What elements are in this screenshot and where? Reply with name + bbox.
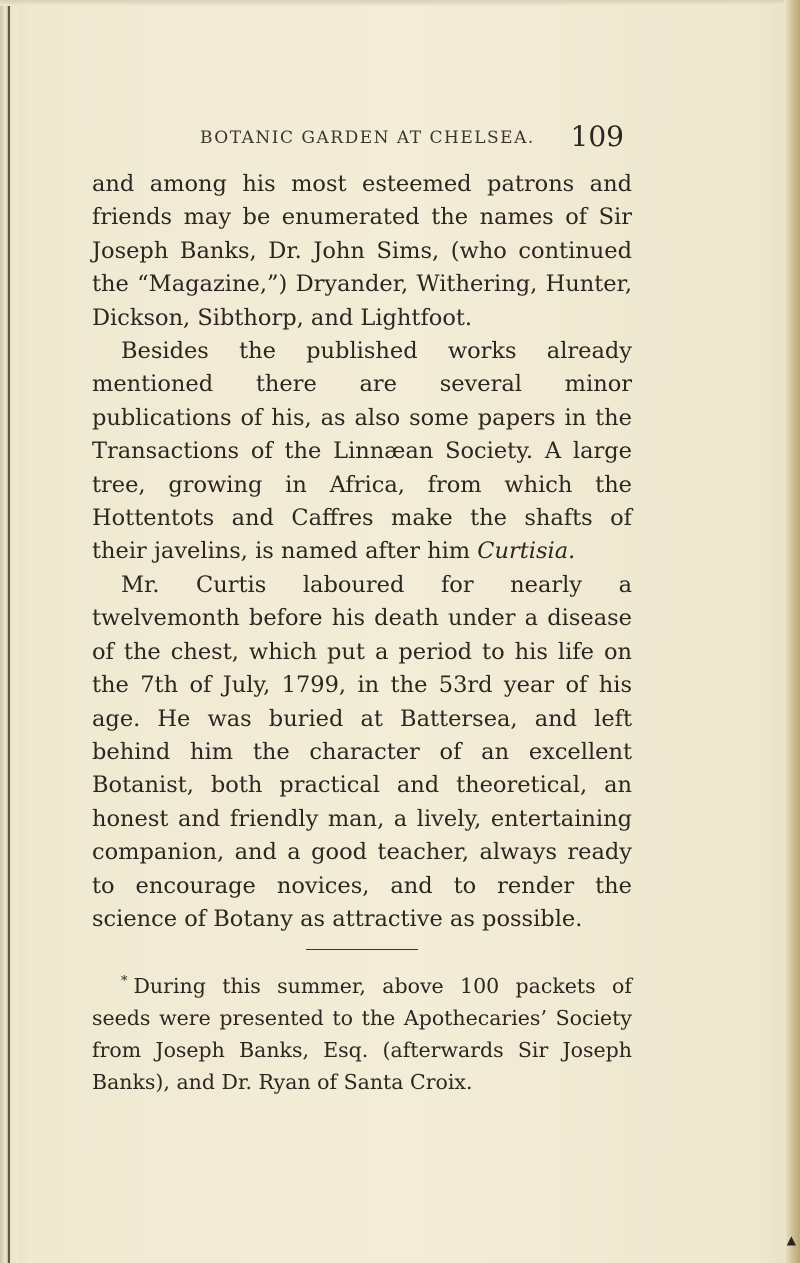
page-top-edge: [0, 0, 800, 6]
running-head: [200, 120, 624, 160]
page-right-edge: [784, 0, 800, 1263]
paragraph-2-italic: Curtisia.: [477, 538, 576, 565]
paragraph-2: [92, 335, 632, 569]
paragraph-2-text: Besides the published works already mentioned there are several minor publications of his, as also some papers in the Transactions of the Linnæan Society. A large tree, growing in Africa, from which the Hottentots and Caffres make the shafts of their javelins, is named after him: [92, 338, 632, 565]
page-number: 109: [570, 120, 624, 153]
footnote-text: During this summer, above 100 packets of seeds were presented to the Apothecaries’ Society from Joseph Banks, Esq. (afterwards Sir Joseph Banks), and Dr. Ryan of Santa Croix.: [92, 974, 632, 1095]
running-title: BOTANIC GARDEN AT CHELSEA.: [200, 128, 535, 148]
corner-arrow-icon: ▲: [786, 1233, 796, 1247]
body-text: [92, 168, 632, 1119]
binding-line: [8, 0, 10, 1263]
paragraph-3: Mr. Curtis laboured for nearly a twelvemonth before his death under a disease of the chest, which put a period to his life on the 7th of July, 1799, in the 53rd year of his age. He was buried at Battersea, and left behind him the character of an excellent Botanist, both practical and theoretical, an honest and friendly man, a lively, entertaining companion, and a good teacher, always ready to encourage novices, and to render the science of Botany as attractive as possible.: [92, 571, 632, 932]
paragraph-1: and among his most esteemed patrons and friends may be enumerated the names of Sir Joseph Banks, Dr. John Sims, (who continued the “Magazine,”) Dryander, Withering, Hunter, Dickson, Sibthorp, and Lightfoot.: [92, 171, 632, 331]
footnote-mark: *: [121, 974, 128, 990]
footnote: [92, 966, 632, 1098]
footnote-divider: [306, 949, 418, 950]
